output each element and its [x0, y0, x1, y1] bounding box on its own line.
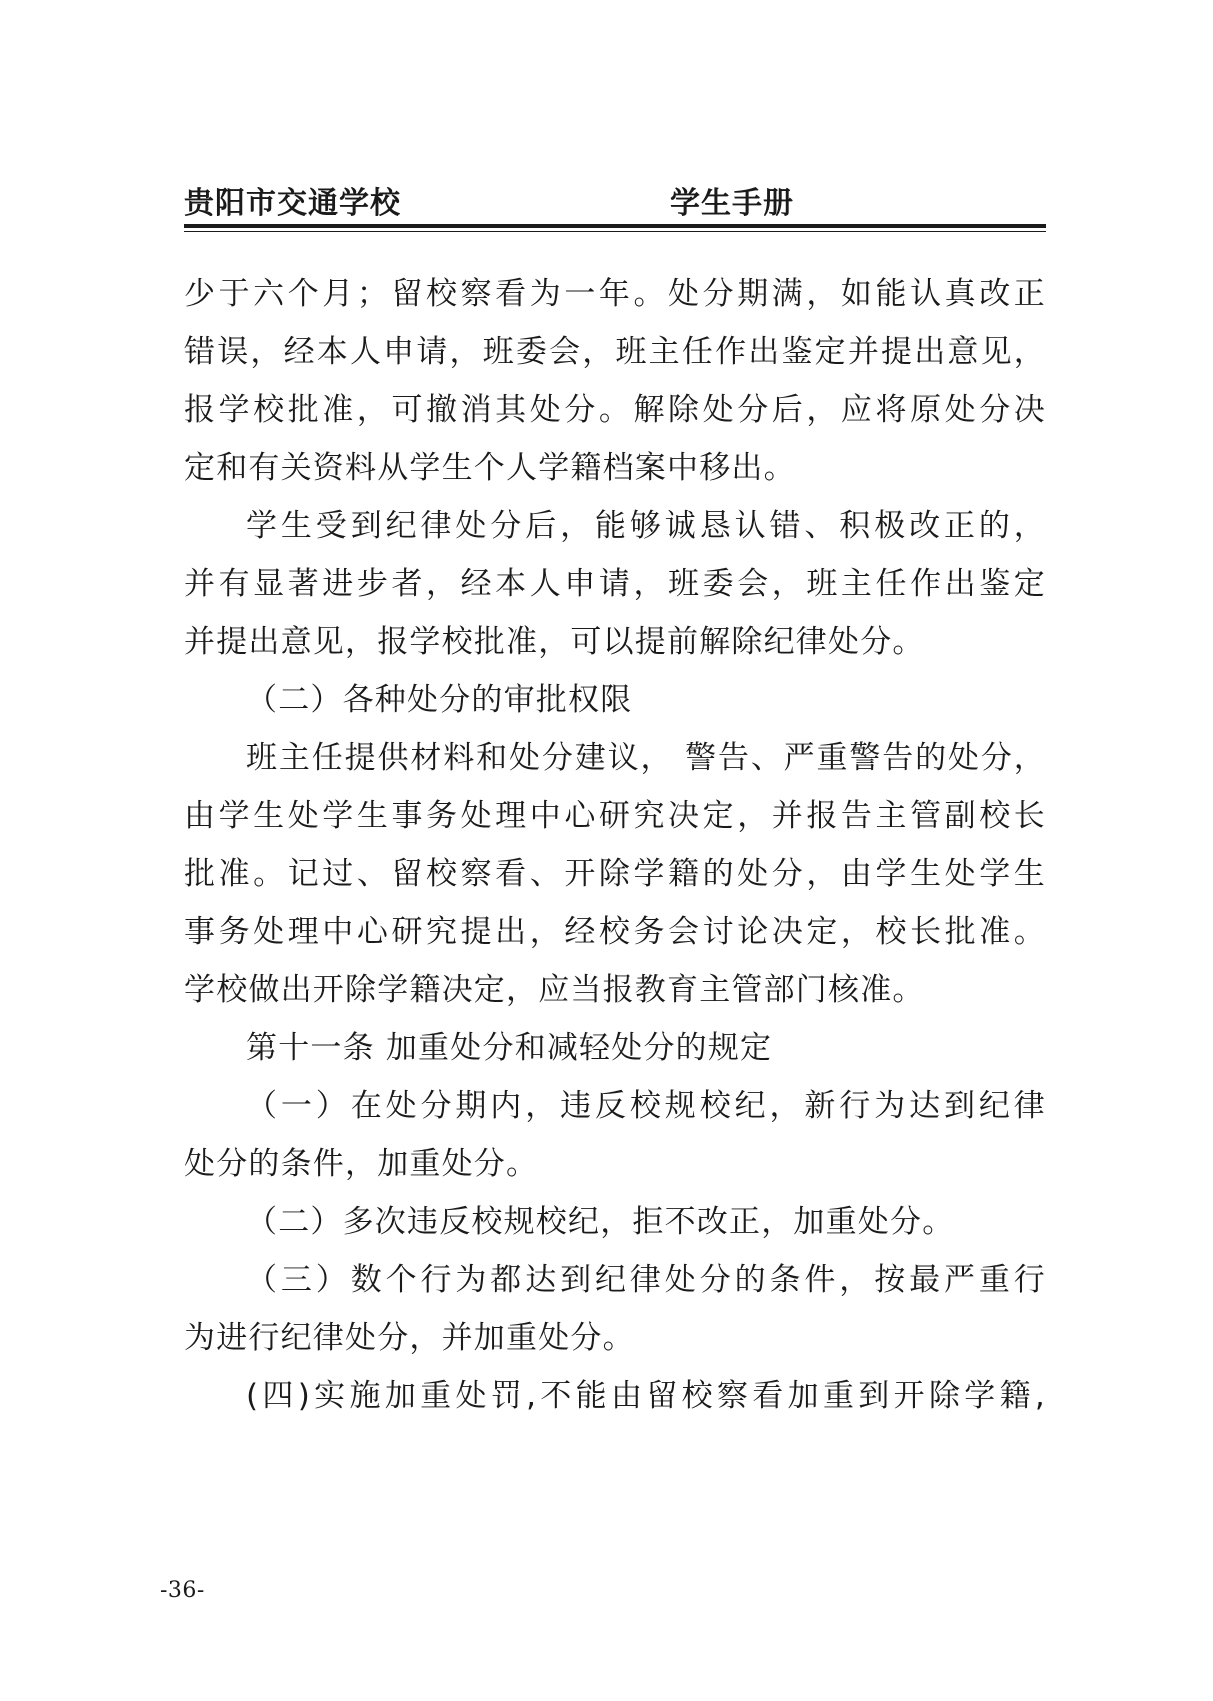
- paragraph-first-line: (四)实施加重处罚,不能由留校察看加重到开除学籍,: [246, 1378, 1046, 1414]
- text-line: 少于六个月；留校察看为一年。处分期满，如能认真改正: [184, 276, 1046, 312]
- paragraph-first-line: 班主任提供材料和处分建议， 警告、严重警告的处分，: [246, 740, 1046, 776]
- text-line: 学校做出开除学籍决定，应当报教育主管部门核准。: [184, 972, 925, 1008]
- article-heading: 第十一条 加重处分和减轻处分的规定: [246, 1030, 773, 1066]
- section-heading: （二）各种处分的审批权限: [246, 682, 633, 718]
- text-line: 事务处理中心研究提出，经校务会讨论决定，校长批准。: [184, 914, 1046, 950]
- header-document-title: 学生手册: [670, 186, 794, 221]
- paragraph-first-line: （二）多次违反校规校纪，拒不改正，加重处分。: [246, 1204, 955, 1240]
- text-line: 错误，经本人申请，班委会，班主任作出鉴定并提出意见，: [184, 334, 1046, 370]
- page-header: [184, 178, 1046, 222]
- paragraph-first-line: （三）数个行为都达到纪律处分的条件，按最严重行: [246, 1262, 1046, 1298]
- text-line: 定和有关资料从学生个人学籍档案中移出。: [184, 450, 796, 486]
- paragraph-first-line: 学生受到纪律处分后，能够诚恳认错、积极改正的，: [246, 508, 1046, 544]
- text-line: 由学生处学生事务处理中心研究决定，并报告主管副校长: [184, 798, 1046, 834]
- paragraph-first-line: （一）在处分期内，违反校规校纪，新行为达到纪律: [246, 1088, 1046, 1124]
- header-school-name: 贵阳市交通学校: [184, 186, 401, 221]
- header-rule-thick: [184, 224, 1046, 228]
- text-line: 批准。记过、留校察看、开除学籍的处分，由学生处学生: [184, 856, 1046, 892]
- header-rule-thin: [184, 231, 1046, 232]
- text-line: 报学校批准，可撤消其处分。解除处分后，应将原处分决: [184, 392, 1046, 428]
- text-line: 为进行纪律处分，并加重处分。: [184, 1320, 635, 1356]
- page-number: -36-: [160, 1578, 205, 1603]
- text-line: 并提出意见，报学校批准，可以提前解除纪律处分。: [184, 624, 925, 660]
- text-line: 处分的条件，加重处分。: [184, 1146, 539, 1182]
- text-line: 并有显著进步者，经本人申请，班委会，班主任作出鉴定: [184, 566, 1046, 602]
